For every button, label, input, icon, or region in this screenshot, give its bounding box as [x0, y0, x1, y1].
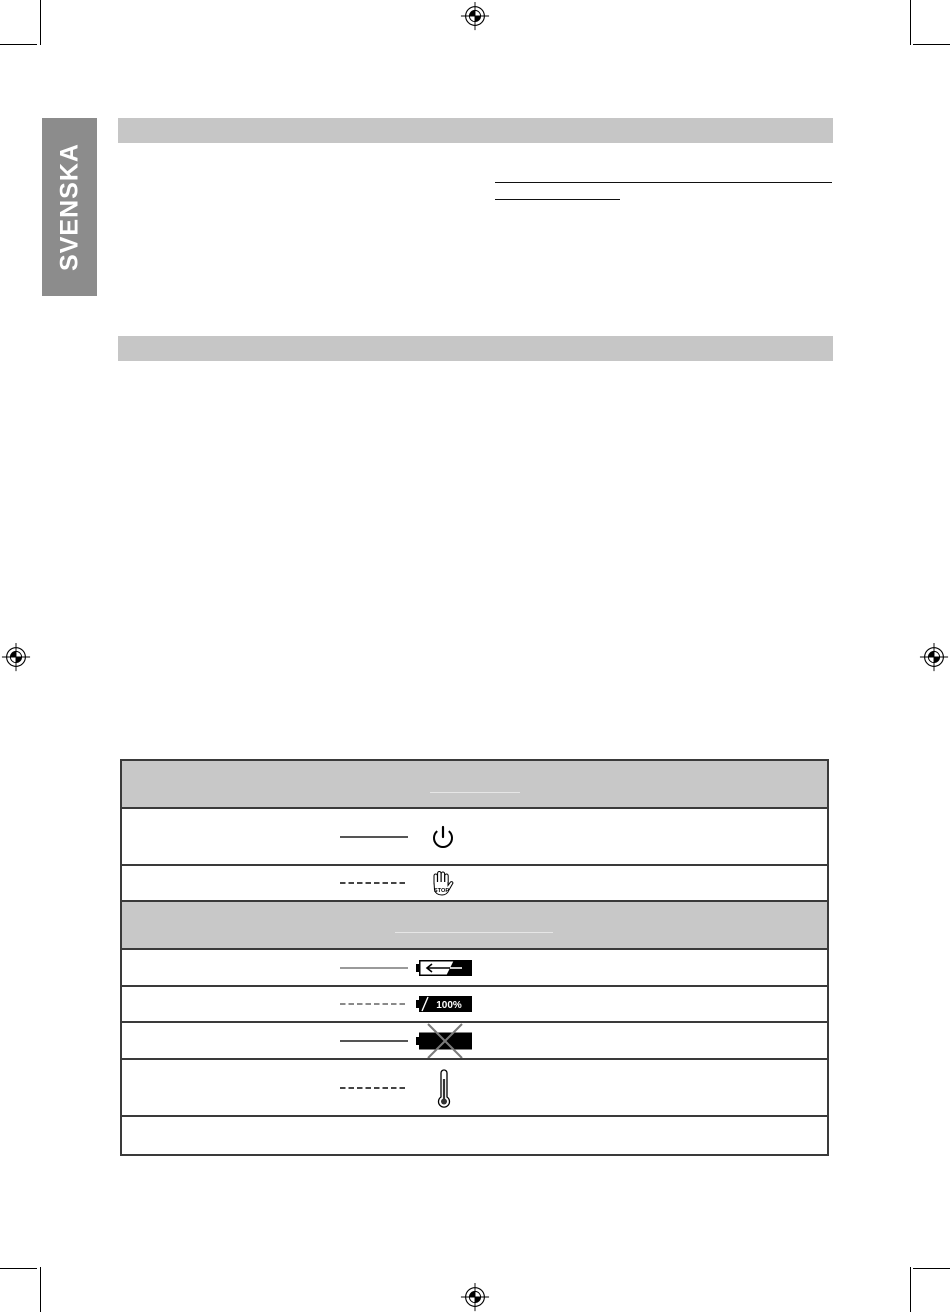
- table-row: [122, 1021, 827, 1058]
- stop-label: STOP: [433, 887, 450, 894]
- registration-mark-icon: [1, 642, 31, 672]
- indicator-table: [120, 759, 829, 1156]
- led-indicator-line: [340, 1087, 408, 1089]
- language-label: SVENSKA: [55, 143, 83, 271]
- stop-hand-icon: [430, 869, 456, 897]
- header-underline: [395, 932, 553, 933]
- led-indicator-line: [340, 967, 408, 969]
- text-underline: [495, 182, 832, 183]
- section-header-bar: [118, 118, 833, 143]
- registration-mark-icon: [460, 1, 490, 31]
- crop-mark-top-left: [40, 0, 41, 45]
- battery-charging-icon: [416, 959, 472, 977]
- crop-mark-top-left: [0, 44, 37, 45]
- table-row: [122, 807, 827, 864]
- table-row: [122, 948, 827, 985]
- table-header-row: [122, 761, 827, 807]
- table-row: [122, 985, 827, 1021]
- battery-full-icon: [416, 995, 472, 1013]
- header-underline: [430, 792, 520, 793]
- table-row: [122, 1058, 827, 1115]
- led-indicator-line: [340, 1003, 408, 1005]
- text-underline: [495, 199, 620, 200]
- table-row: [122, 864, 827, 900]
- registration-mark-icon: [460, 1282, 490, 1312]
- crop-mark-bottom-right: [910, 1267, 911, 1312]
- led-indicator-line: [340, 882, 408, 884]
- crop-mark-bottom-right: [913, 1268, 950, 1269]
- table-row: [122, 1115, 827, 1154]
- battery-empty-icon: [416, 1023, 472, 1059]
- table-header-row: [122, 900, 827, 948]
- registration-mark-icon: [919, 642, 949, 672]
- led-indicator-line: [340, 836, 408, 838]
- language-side-tab: [42, 118, 97, 296]
- crop-mark-top-right: [913, 44, 950, 45]
- battery-full-label: 100%: [436, 1000, 462, 1011]
- crop-mark-top-right: [910, 0, 911, 45]
- thermometer-icon: [436, 1068, 452, 1108]
- power-icon: [431, 825, 455, 849]
- section-header-bar: [118, 336, 833, 361]
- led-indicator-line: [340, 1040, 408, 1042]
- crop-mark-bottom-left: [0, 1268, 37, 1269]
- crop-mark-bottom-left: [40, 1267, 41, 1312]
